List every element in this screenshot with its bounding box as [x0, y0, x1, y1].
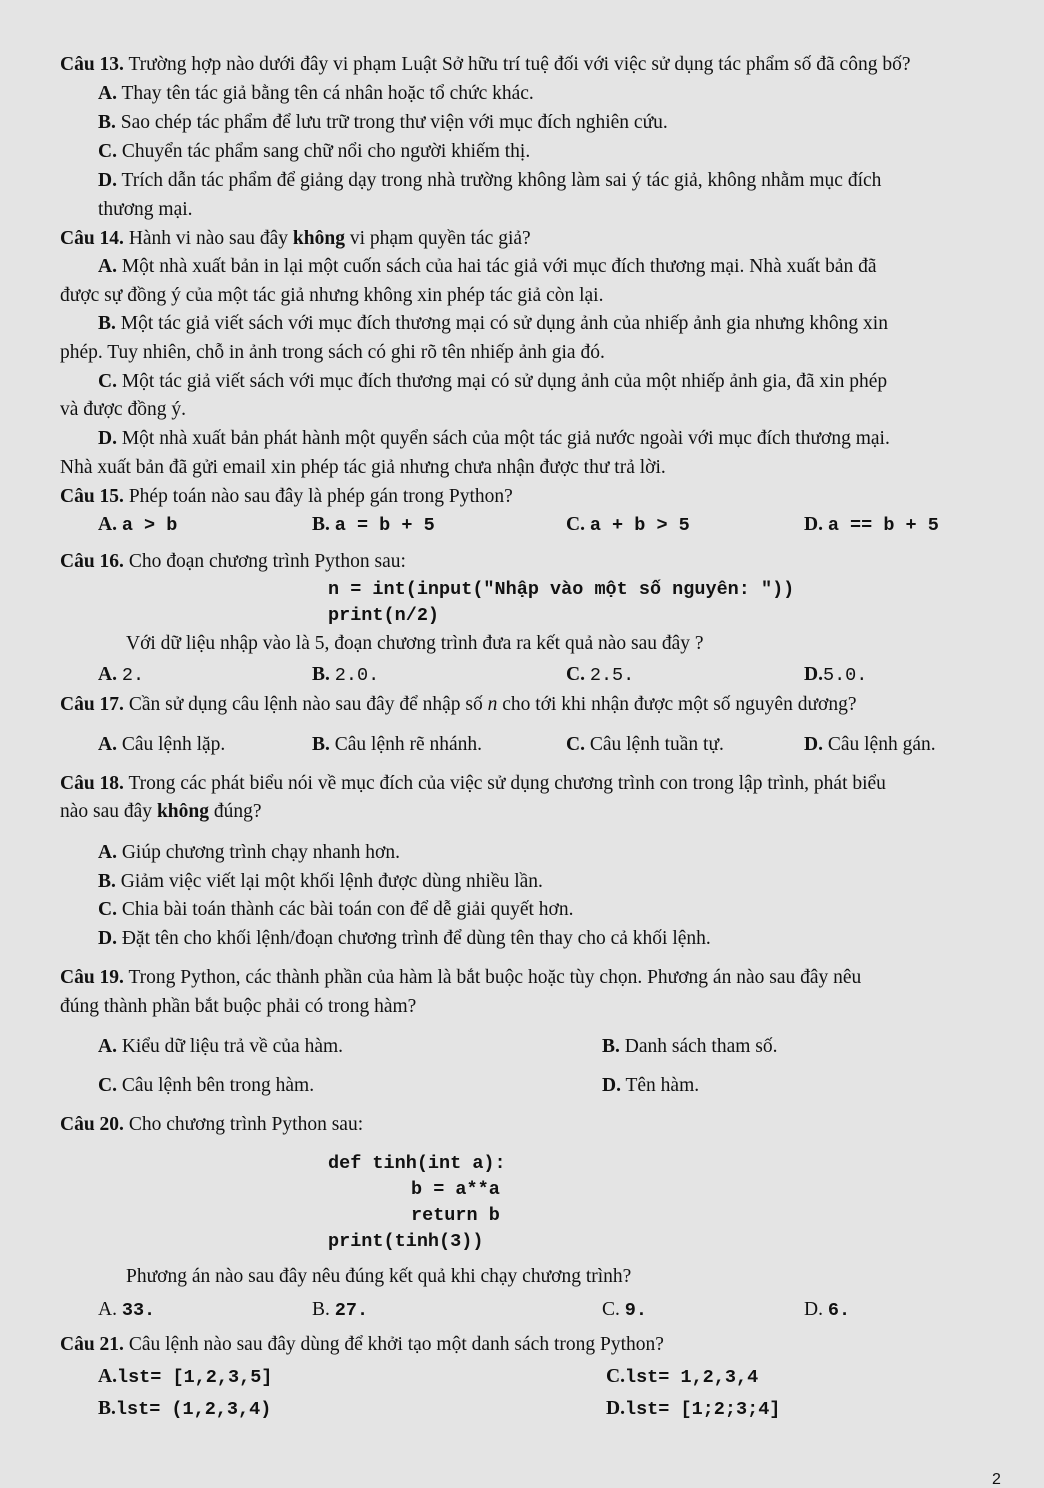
code-option: 2.: [121, 665, 145, 686]
q17-option-d: [804, 735, 936, 755]
question-21-stem: [60, 1335, 664, 1355]
question-18-stem-cont: [60, 802, 262, 822]
q14-option-d: [98, 429, 890, 449]
code-option: lst= (1,2,3,4): [115, 1399, 272, 1420]
question-text: Câu lệnh nào sau đây dùng để khởi tạo một danh sách trong Python?: [123, 1334, 664, 1355]
option-text: Một tác giả viết sách với mục đích thương mại có sử dụng ảnh của nhiếp ảnh gia nhưng không xin: [115, 313, 888, 334]
q20-option-a: [98, 1300, 155, 1321]
code-line-input: n = int(input("Nhập vào một số nguyên: ")): [328, 579, 795, 600]
question-13-stem: [60, 55, 910, 75]
q15-option-d: [804, 515, 939, 536]
question-number: Câu 15.: [60, 486, 124, 507]
question-15-stem: [60, 487, 513, 507]
option-key: B.: [312, 1299, 330, 1320]
q14-option-a-cont: được sự đồng ý của một tác giả nhưng không xin phép tác giả còn lại.: [60, 285, 604, 306]
question-text: Cho đoạn chương trình Python sau:: [123, 551, 406, 572]
code-option: 27.: [334, 1300, 369, 1321]
option-text: Giúp chương trình chạy nhanh hơn.: [116, 842, 400, 863]
q15-option-b: [312, 515, 435, 536]
q21-option-a: [98, 1367, 272, 1388]
option-key: C.: [566, 514, 585, 535]
q19-option-d: [602, 1076, 699, 1096]
code-option: 33.: [121, 1300, 156, 1321]
question-20-prompt: Phương án nào sau đây nêu đúng kết quả khi chạy chương trình?: [126, 1266, 632, 1287]
q20-option-c: [602, 1300, 647, 1321]
q15-option-a: [98, 515, 177, 536]
code-option: 5.0.: [822, 665, 868, 686]
q14-option-a: [98, 257, 877, 277]
q21-option-c: [606, 1367, 758, 1388]
q13-option-d: [98, 171, 881, 191]
question-text: Cần sử dụng câu lệnh nào sau đây để nhập số: [123, 694, 488, 715]
code-line-print: print(tinh(3)): [328, 1231, 484, 1252]
q18-option-b: [98, 872, 543, 892]
option-key: D.: [804, 664, 823, 685]
question-17-stem: [60, 695, 857, 715]
q18-option-a: [98, 843, 400, 863]
question-20-stem: [60, 1115, 363, 1135]
option-key: B.: [98, 871, 116, 892]
q21-option-b: [98, 1399, 271, 1420]
q18-option-d: [98, 929, 711, 949]
question-number: Câu 17.: [60, 694, 124, 715]
option-key: B.: [312, 664, 330, 685]
code-line-def: def tinh(int a):: [328, 1153, 506, 1174]
option-text: Giảm việc viết lại một khối lệnh được dùng nhiều lần.: [115, 871, 543, 892]
option-key: D.: [804, 514, 823, 535]
q18-option-c: [98, 900, 573, 920]
code-option: lst= [1,2,3,5]: [116, 1367, 273, 1388]
code-option: 2.5.: [589, 665, 635, 686]
variable-n: n: [487, 694, 498, 715]
q14-option-c-cont: và được đồng ý.: [60, 399, 186, 420]
option-text: Một nhà xuất bản in lại một cuốn sách của hai tác giả với mục đích thương mại. Nhà xuất bản đã: [116, 256, 877, 277]
option-text: Câu lệnh tuần tự.: [584, 734, 724, 755]
code-option: 6.: [827, 1300, 851, 1321]
q13-option-c: [98, 142, 530, 162]
question-number: Câu 14.: [60, 228, 124, 249]
option-key: A.: [98, 256, 117, 277]
question-text: vi phạm quyền tác giả?: [344, 228, 531, 249]
question-16-stem: [60, 552, 406, 572]
question-text: Trường hợp nào dưới đây vi phạm Luật Sở hữu trí tuệ đối với việc sử dụng tác phẩm số đã công bố?: [123, 54, 911, 75]
option-key: D.: [98, 928, 117, 949]
option-key: A.: [98, 664, 117, 685]
question-text: Hành vi nào sau đây: [123, 228, 293, 249]
option-key: B.: [312, 514, 330, 535]
option-key: D.: [602, 1075, 621, 1096]
option-text: Câu lệnh gán.: [822, 734, 936, 755]
q16-option-a: [98, 665, 144, 686]
option-key: C.: [606, 1366, 625, 1387]
question-text: Trong các phát biểu nói về mục đích của việc sử dụng chương trình con trong lập trình, phát biểu: [123, 773, 886, 794]
question-number: Câu 16.: [60, 551, 124, 572]
question-text: cho tới khi nhận được một số nguyên dương?: [497, 694, 857, 715]
question-number: Câu 20.: [60, 1114, 124, 1135]
option-text: Chuyển tác phẩm sang chữ nổi cho người khiếm thị.: [116, 141, 531, 162]
page-number: 2: [992, 1471, 1001, 1488]
emphasis: không: [156, 801, 209, 822]
option-text: Kiểu dữ liệu trả về của hàm.: [116, 1036, 344, 1057]
question-19-stem: [60, 968, 861, 988]
q19-option-a: [98, 1037, 343, 1057]
q14-option-c: [98, 372, 887, 392]
code-option: a == b + 5: [827, 515, 939, 536]
option-text: Đặt tên cho khối lệnh/đoạn chương trình để dùng tên thay cho cả khối lệnh.: [116, 928, 711, 949]
question-text: Trong Python, các thành phần của hàm là bắt buộc hoặc tùy chọn. Phương án nào sau đây nêu: [123, 967, 862, 988]
q14-option-d-cont: Nhà xuất bản đã gửi email xin phép tác giả nhưng chưa nhận được thư trả lời.: [60, 457, 666, 478]
question-text: Cho chương trình Python sau:: [123, 1114, 364, 1135]
option-key: B.: [98, 112, 116, 133]
code-option: a > b: [121, 515, 178, 536]
q14-option-b-cont: phép. Tuy nhiên, chỗ in ảnh trong sách có ghi rõ tên nhiếp ảnh gia đó.: [60, 342, 605, 363]
question-text: nào sau đây: [60, 801, 157, 822]
q17-option-a: [98, 735, 225, 755]
q13-option-b: [98, 113, 668, 133]
option-text: Một tác giả viết sách với mục đích thương mại có sử dụng ảnh của một nhiếp ảnh gia, đã xin phép: [116, 371, 888, 392]
option-key: C.: [98, 1075, 117, 1096]
option-key: B.: [312, 734, 330, 755]
question-19-stem-cont: đúng thành phần bắt buộc phải có trong hàm?: [60, 996, 417, 1017]
option-key: C.: [98, 141, 117, 162]
code-option: 2.0.: [334, 665, 380, 686]
option-key: C.: [566, 734, 585, 755]
option-text: Câu lệnh lặp.: [116, 734, 226, 755]
q17-option-b: [312, 735, 482, 755]
question-text: đúng?: [208, 801, 262, 822]
q16-option-c: [566, 665, 634, 686]
code-option: a = b + 5: [334, 515, 435, 536]
code-option: lst= 1,2,3,4: [624, 1367, 759, 1388]
code-option: lst= [1;2;3;4]: [624, 1399, 781, 1420]
option-text: Câu lệnh bên trong hàm.: [116, 1075, 315, 1096]
question-14-stem: [60, 229, 531, 249]
q20-option-b: [312, 1300, 368, 1321]
option-text: Trích dẫn tác phẩm để giảng dạy trong nhà trường không làm sai ý tác giả, không nhằm mục đích: [116, 170, 882, 191]
option-key: B.: [602, 1036, 620, 1057]
option-text: Một nhà xuất bản phát hành một quyển sách của một tác giả nước ngoài với mục đích thương mại.: [116, 428, 890, 449]
q13-option-a: [98, 84, 534, 104]
option-text: Chia bài toán thành các bài toán con để dễ giải quyết hơn.: [116, 899, 574, 920]
option-text: Tên hàm.: [620, 1075, 700, 1096]
option-key: B.: [98, 313, 116, 334]
option-key: A.: [98, 734, 117, 755]
option-key: C.: [566, 664, 585, 685]
option-key: A.: [98, 1366, 117, 1387]
option-key: A.: [98, 1299, 117, 1320]
q16-option-d: [804, 665, 867, 686]
option-key: B.: [98, 1398, 116, 1419]
question-number: Câu 18.: [60, 773, 124, 794]
q17-option-c: [566, 735, 724, 755]
option-text: Sao chép tác phẩm để lưu trữ trong thư viện với mục đích nghiên cứu.: [115, 112, 668, 133]
q13-option-d-cont: thương mại.: [98, 199, 193, 220]
option-key: D.: [804, 1299, 823, 1320]
code-option: a + b > 5: [589, 515, 690, 536]
option-key: A.: [98, 83, 117, 104]
question-text: Phép toán nào sau đây là phép gán trong Python?: [123, 486, 513, 507]
option-text: Danh sách tham số.: [619, 1036, 778, 1057]
option-key: C.: [602, 1299, 620, 1320]
question-16-prompt: Với dữ liệu nhập vào là 5, đoạn chương trình đưa ra kết quả nào sau đây ?: [126, 633, 704, 654]
question-number: Câu 19.: [60, 967, 124, 988]
q15-option-c: [566, 515, 690, 536]
option-key: A.: [98, 514, 117, 535]
code-line-assign: b = a**a: [411, 1179, 500, 1200]
code-line-print: print(n/2): [328, 605, 440, 626]
question-18-stem: [60, 774, 886, 794]
q16-option-b: [312, 665, 379, 686]
option-key: A.: [98, 1036, 117, 1057]
option-key: D.: [98, 170, 117, 191]
option-key: C.: [98, 371, 117, 392]
option-key: A.: [98, 842, 117, 863]
q21-option-d: [606, 1399, 780, 1420]
code-option: 9.: [624, 1300, 647, 1321]
question-number: Câu 13.: [60, 54, 124, 75]
question-number: Câu 21.: [60, 1334, 124, 1355]
option-key: D.: [98, 428, 117, 449]
emphasis: không: [292, 228, 345, 249]
q19-option-c: [98, 1076, 314, 1096]
option-key: C.: [98, 899, 117, 920]
option-text: Câu lệnh rẽ nhánh.: [329, 734, 483, 755]
option-text: Thay tên tác giả bằng tên cá nhân hoặc tổ chức khác.: [116, 83, 534, 104]
code-line-return: return b: [411, 1205, 500, 1226]
option-key: D.: [606, 1398, 625, 1419]
q19-option-b: [602, 1037, 777, 1057]
q14-option-b: [98, 314, 888, 334]
q20-option-d: [804, 1300, 850, 1321]
option-key: D.: [804, 734, 823, 755]
